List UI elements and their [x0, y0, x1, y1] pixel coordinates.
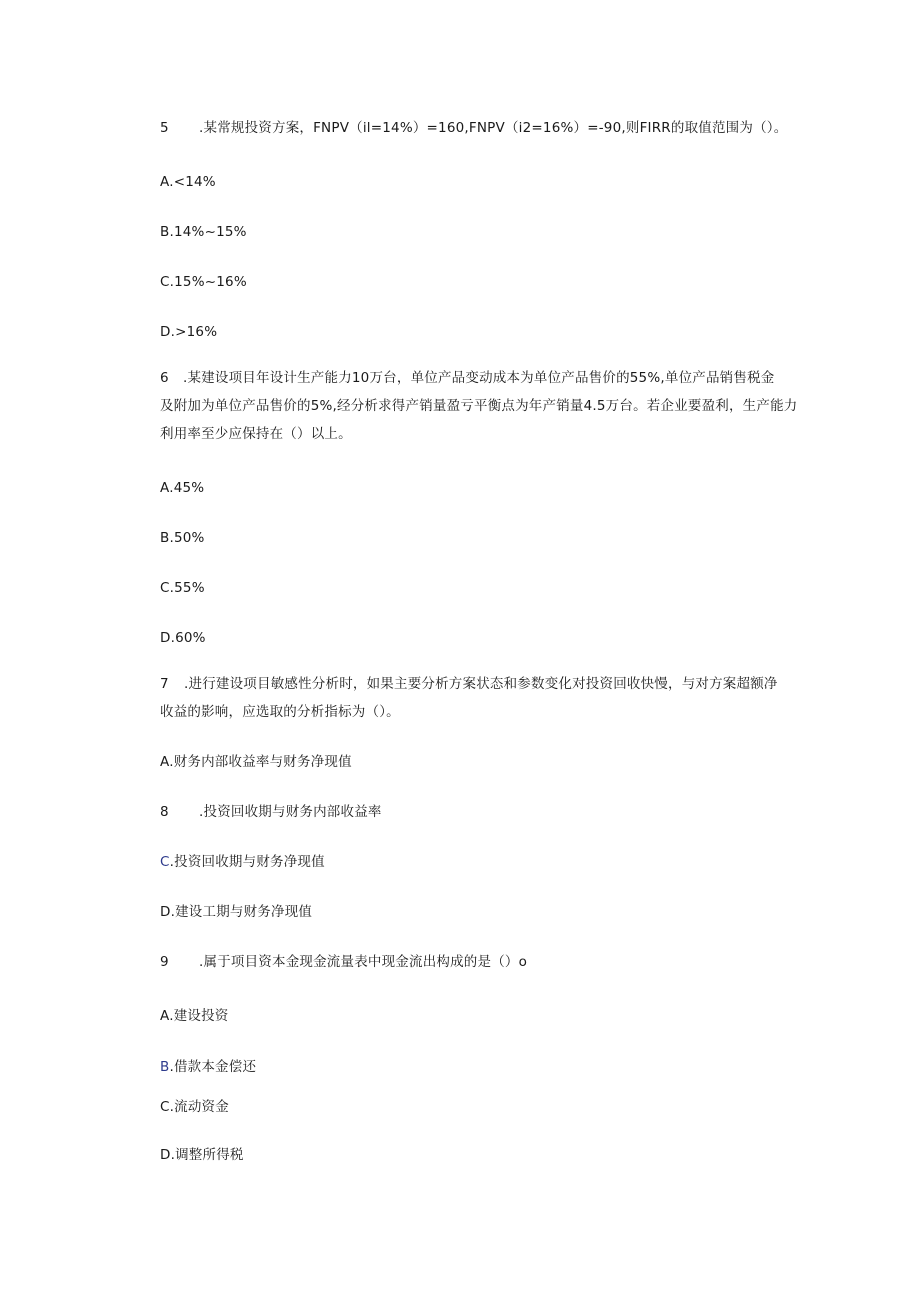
option-text: .建设工期与财务净现值 — [170, 904, 313, 920]
option-text: .财务内部收益率与财务净现值 — [169, 754, 352, 770]
option-letter: A — [160, 174, 170, 190]
option-7b — [160, 803, 382, 821]
option-9b — [160, 1058, 256, 1076]
option-letter: C — [160, 1099, 170, 1115]
option-9c — [160, 1098, 229, 1116]
question-7-line-2: 收益的影响，应选取的分析指标为（）。 — [160, 704, 400, 720]
option-text: .15%~16% — [169, 274, 247, 290]
question-6-stem — [160, 369, 774, 387]
option-text: .投资回收期与财务内部收益率 — [199, 804, 382, 820]
question-6-line-3: 利用率至少应保持在（）以上。 — [160, 426, 352, 442]
option-text: .投资回收期与财务净现值 — [169, 854, 325, 870]
option-5a — [160, 173, 216, 191]
option-text: .14%~15% — [169, 224, 247, 240]
option-letter: D — [160, 904, 171, 920]
option-6c — [160, 579, 205, 597]
option-9d — [160, 1146, 244, 1164]
option-9a — [160, 1007, 229, 1025]
question-7-number: 7 — [160, 676, 169, 692]
option-7c — [160, 853, 325, 871]
option-text: .建设投资 — [169, 1008, 229, 1024]
question-9-text: .属于项目资本金现金流量表中现金流出构成的是（）o — [199, 954, 528, 970]
option-5c — [160, 273, 247, 291]
option-text: .60% — [170, 630, 206, 646]
option-letter: C — [160, 854, 170, 870]
question-9-number: 9 — [160, 954, 169, 970]
option-letter: C — [160, 580, 170, 596]
option-text: .50% — [169, 530, 205, 546]
option-letter: D — [160, 630, 171, 646]
option-text: .调整所得税 — [170, 1147, 244, 1163]
option-7d — [160, 903, 312, 921]
question-5-number: 5 — [160, 120, 169, 136]
question-7-stem — [160, 675, 778, 693]
option-text: .借款本金偿还 — [169, 1059, 257, 1075]
option-5b — [160, 223, 247, 241]
option-6b — [160, 529, 205, 547]
option-6d — [160, 629, 206, 647]
question-5-text: .某常规投资方案，FNPV（il=14%）=160,FNPV（i2=16%）=-90,则FIRR的取值范围为（）。 — [199, 120, 788, 136]
option-letter: D — [160, 324, 171, 340]
option-letter: D — [160, 1147, 171, 1163]
question-6-line-1: .某建设项目年设计生产能力10万台，单位产品变动成本为单位产品售价的55%,单位产品销售税金 — [183, 370, 775, 386]
question-7-line-1: .进行建设项目敏感性分析时，如果主要分析方案状态和参数变化对投资回收快慢，与对方案超额净 — [184, 676, 778, 692]
option-7a — [160, 753, 352, 771]
question-9-stem — [160, 953, 527, 971]
option-letter: C — [160, 274, 170, 290]
option-letter: B — [160, 224, 170, 240]
option-letter: A — [160, 480, 170, 496]
option-letter: B — [160, 1059, 170, 1075]
question-6-number: 6 — [160, 370, 169, 386]
option-text: .55% — [169, 580, 205, 596]
question-5-stem — [160, 119, 787, 137]
option-letter: 8 — [160, 804, 169, 820]
question-6-line-2: 及附加为单位产品售价的5%,经分析求得产销量盈亏平衡点为年产销量4.5万台。若企业要盈利，生产能力 — [160, 398, 798, 414]
option-text: .<14% — [169, 174, 216, 190]
option-letter: B — [160, 530, 170, 546]
option-text: .流动资金 — [169, 1099, 229, 1115]
option-letter: A — [160, 1008, 170, 1024]
option-5d — [160, 323, 217, 341]
option-text: .45% — [169, 480, 205, 496]
option-letter: A — [160, 754, 170, 770]
option-text: .>16% — [170, 324, 218, 340]
option-6a — [160, 479, 204, 497]
